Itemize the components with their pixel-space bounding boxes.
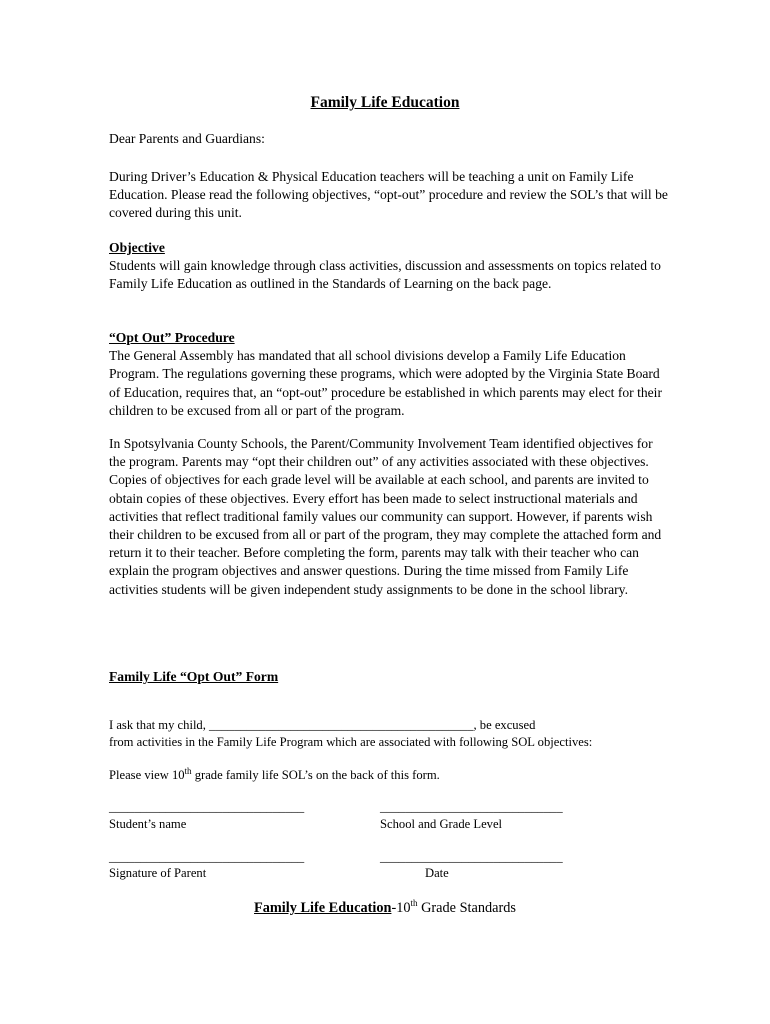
objective-heading: Objective (109, 240, 165, 255)
parent-signature-label: Signature of Parent (109, 866, 207, 880)
objective-text: Students will gain knowledge through class activities, discussion and assessments on topics related to Family Life Education as outlined in the Standards of Learning on the back page. (109, 258, 661, 292)
date-line[interactable]: _____________________________ (380, 850, 563, 864)
school-grade-label: School and Grade Level (380, 817, 503, 831)
standards-title-sup: th (410, 898, 418, 909)
opt-out-form-heading: Family Life “Opt Out” Form (109, 669, 279, 684)
view-sol-note (109, 767, 669, 784)
opt-out-form-heading-block (109, 668, 669, 686)
view-sol-suffix: grade family life SOL’s on the back of this form. (191, 768, 440, 782)
view-sol-sup: th (184, 765, 192, 776)
intro-text: During Driver’s Education & Physical Education teachers will be teaching a unit on Family Life Education. Please read the following objectives, “opt-out” procedure and review the SOL’s that will be covered during this unit. (109, 169, 668, 221)
request-line-1: I ask that my child, __________________________________________, be excused (109, 718, 536, 732)
page-title: Family Life Education (310, 94, 460, 111)
county-paragraph (109, 435, 669, 599)
county-text: In Spotsylvania County Schools, the Parent/Community Involvement Team identified objectives for the program. Parents may “opt their children out” of any activities associated with these objectives. Copies of objectives for each grade level will be available at each school, and parents are invited to obtain copies of these objectives. Every effort has been made to select instructional materials and activities that reflect traditional family values our community can support. However, if parents wish their children to be excused from all or part of the program, they may complete the attached form and return it to their teacher. Before completing the form, parents may talk with their teacher who can explain the program objectives and answer questions. During the time missed from Family Life activities students will be given independent study assignments to be done in the school library. (109, 436, 662, 597)
view-sol-prefix: Please view 10 (109, 768, 185, 782)
standards-title-main: Family Life Education (254, 900, 392, 916)
salutation-text: Dear Parents and Guardians: (109, 131, 265, 146)
opt-out-procedure-section (109, 329, 669, 420)
standards-title (109, 899, 661, 917)
objective-section (109, 239, 669, 294)
intro-paragraph (109, 168, 669, 223)
request-line-2: from activities in the Family Life Program which are associated with following SOL objectives: (109, 735, 593, 749)
opt-out-heading: “Opt Out” Procedure (109, 330, 235, 345)
standards-title-suffix: Grade Standards (417, 900, 516, 916)
student-name-line[interactable]: _______________________________ (109, 800, 305, 814)
salutation (109, 130, 669, 148)
opt-out-text: The General Assembly has mandated that all school divisions develop a Family Life Education Program. The regulations governing these programs, which were adopted by the Virginia State Board of Education, requires that, an “opt-out” procedure be established in which parents may elect for their children to be excused from all or part of the program. (109, 348, 662, 418)
school-grade-line[interactable]: _____________________________ (380, 800, 563, 814)
parent-signature-line[interactable]: _______________________________ (109, 850, 305, 864)
student-name-label: Student’s name (109, 817, 187, 831)
request-statement (109, 717, 669, 751)
date-label: Date (425, 866, 449, 880)
standards-title-prefix: -10 (391, 900, 411, 916)
